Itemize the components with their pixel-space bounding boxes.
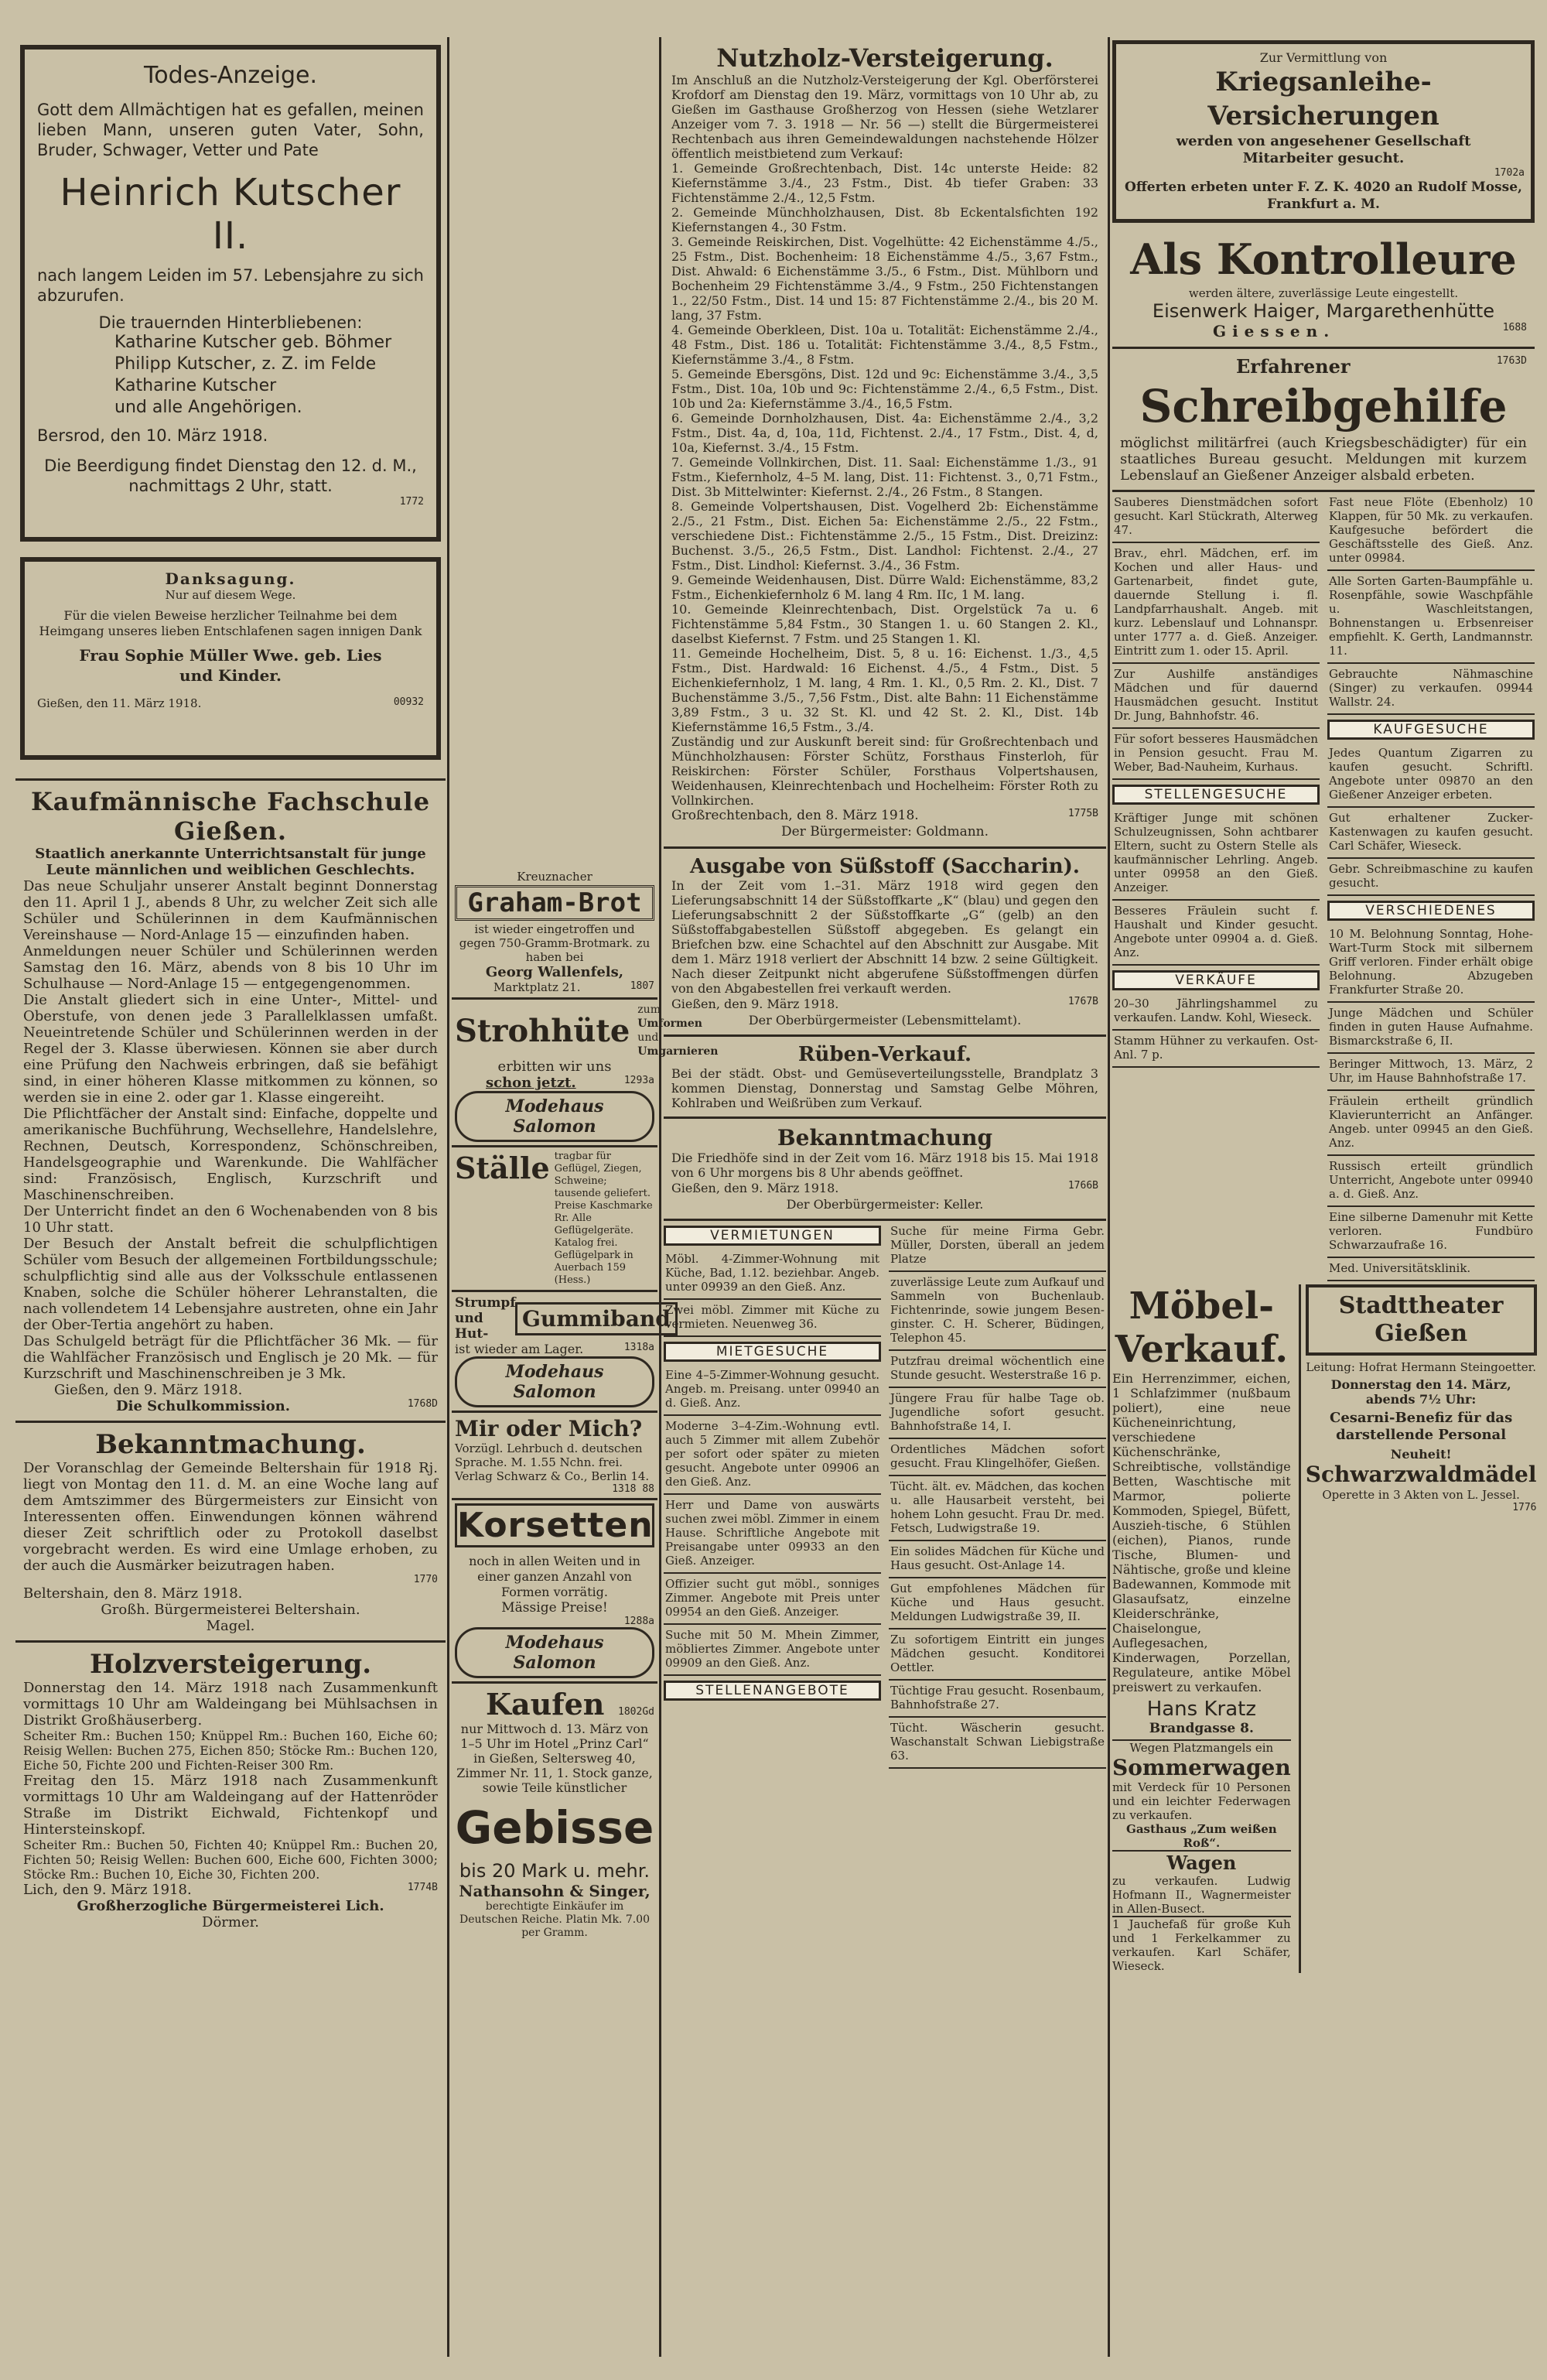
col4-bottom bbox=[1112, 1284, 1535, 1973]
auction-item: 8. Gemeinde Volpertshausen, Dist. Vogelherd 2b: Eichenstämme 2./5., 21 Fstm., Dist. Eichen 5a: Eichenstämme 2./5., 22 Fstm., verschiedene Dist.: Fichtenstämme 2./5., 15 Fstm., Dist. Dreizinz: Buchenst. 3./5., 26,5 Fstm., Dist. Landhol: Fichtenst. 2./4., 27 Fstm., Dist. Lindhol: Kiefernst. 3./4., 36 Fstm. bbox=[671, 499, 1098, 573]
classified-ad: Russisch erteilt gründlich Unterricht, Angebote unter 09940 a. d. Gieß. Anz. bbox=[1327, 1156, 1535, 1207]
wagon-title: Wagen bbox=[1166, 1852, 1237, 1874]
wagon-body: zu verkaufen. Ludwig Hofmann II., Wagnermeister in Allen-Busect. bbox=[1112, 1874, 1291, 1916]
cemetery-sign: Der Oberbürgermeister: Keller. bbox=[786, 1197, 984, 1212]
wood-sign: Großherzogliche Bürgermeisterei Lich. bbox=[77, 1898, 384, 1914]
nutzholz-sign: Der Bürgermeister: Goldmann. bbox=[780, 824, 989, 839]
auction-item: 4. Gemeinde Oberkleen, Dist. 10a u. Totalität: Eichenstämme 2./4., 48 Fstm., Dist. 186 u. Totalität: Fichtenstämme 3./4., 8,5 Fstm., Kiefernstämme 3./4., 8 Fstm. bbox=[671, 323, 1098, 367]
classified-ad: Zwei möbl. Zimmer mit Küche zu vermieten. Neuenweg 36. bbox=[664, 1300, 881, 1337]
ad-ref: 1770 bbox=[413, 1574, 438, 1585]
section-banner: STELLENGESUCHE bbox=[1112, 785, 1320, 805]
classified-ad: Besseres Fräulein sucht f. Haushalt und Kinder gesucht. Angebote unter 09904 a. d. Gieß. Anz. bbox=[1112, 901, 1320, 966]
controllers-ad bbox=[1112, 226, 1535, 349]
classified-ad: Eine 4–5-Zimmer-Wohnung gesucht. Angeb. m. Preisang. unter 09940 an d. Gieß. Anz. bbox=[664, 1365, 881, 1416]
cemetery-date: Gießen, den 9. März 1918. bbox=[671, 1181, 839, 1195]
theater-date: Donnerstag den 14. März, abends 7½ Uhr: bbox=[1330, 1377, 1511, 1407]
ad-ref: 1318 88 bbox=[612, 1483, 654, 1495]
column-rule bbox=[659, 37, 661, 2357]
classified-ad: Möbl. 4-Zimmer-Wohnung mit Küche, Bad, 1.12. beziehbar. Angeb. unter 09939 an den Gieß. Anz. bbox=[664, 1249, 881, 1300]
column-1 bbox=[15, 37, 446, 2357]
summer-wagon-addr: Gasthaus „Zum weißen Roß“. bbox=[1126, 1822, 1277, 1850]
wood-p1: Donnerstag den 14. März 1918 nach Zusammenkunft vormittags 10 Uhr am Waldeingang bei Mühlsachsen in Distrikt Großhäuserberg. bbox=[23, 1680, 438, 1729]
section-banner: MIETGESUCHE bbox=[664, 1342, 881, 1362]
thanks-sign: Frau Sophie Müller Wwe. geb. Lies und Kinder. bbox=[79, 646, 382, 685]
death-notice-after: nach langem Leiden im 57. Lebensjahre zu sich abzurufen. bbox=[37, 266, 424, 305]
clerk-top: Erfahrener bbox=[1236, 355, 1351, 378]
auction-item: 11. Gemeinde Hochelheim, Dist. 5, 8 u. 16: Eichenst. 1./3., 4,5 Fstm., Dist. Hardwald: 16 Eichenst. 4./5., 4 Fstm., Dist. 5 Eichenkiefernholz, 1 M. lang, 4 Rm. 1. Kl., 0,5 Rm. 2. Kl., Dist. 7 Buchenstämme 3./5., 7,56 Fstm., Dist. alte Bahn: 11 Eichenstämme 3,89 Fstm., 3 u. 32 St. Kl. und 42 St. 2. Kl., Dist. 14b Kiefernstämme 16,5 Fstm., 3./4. bbox=[671, 646, 1098, 734]
thanks-footer bbox=[37, 696, 424, 710]
classified-ad: Tüchtige Frau gesucht. Rosenbaum, Bahnhofstraße 27. bbox=[889, 1681, 1106, 1718]
auction-item: 9. Gemeinde Weidenhausen, Dist. Dürre Wald: Eichenstämme, 83,2 Fstm., Eichenkiefernholz 6 M. lang 4 Rm. IIc, 1 M. lang. bbox=[671, 573, 1098, 602]
furniture-sale bbox=[1112, 1284, 1291, 1973]
classified-ad: Für sofort besseres Hausmädchen in Pension gesucht. Frau M. Weber, Bad-Nauheim, Kurhaus. bbox=[1112, 729, 1320, 780]
saccharin-body: In der Zeit vom 1.–31. März 1918 wird gegen den Lieferungsabschnitt 14 der Süßstoffkarte „K“ (blau) und gegen den Lieferungsabschnitt 2 der Süßstoffkarte „G“ (gelb) an den Süßstoffabgabestellen Süßstoff abgegeben. Es gelangt ein Briefchen bzw. eine Schachtel auf den Abschnitt zur Ausgabe. Mit dem 1. März 1918 verliert der Abschnitt 14 bzw. 2 seine Gültigkeit. Nach dieser Zeitpunkt nicht abgerufene Süßstoffmengen dürfen von den Abgabestellen frei verkauft werden. bbox=[671, 878, 1098, 996]
staelle-body: tragbar für Geflügel, Ziegen, Schweine; tausende geliefert. Preise Kaschmarke Rr. Alle Geflügelgeräte. Katalog frei. Geflügelpark in Auerbach 159 (Hess.) bbox=[554, 1151, 653, 1286]
dentures-firm: Nathansohn & Singer, bbox=[459, 1882, 651, 1900]
wood-p2: Scheiter Rm.: Buchen 150; Knüppel Rm.: Buchen 160, Eiche 60; Reisig Wellen: Buchen 275, Eichen 850; Stöcke Rm.: Buchen 120, Eiche 50, Fichte 200 und Fichten-Reiser 300 Rm. bbox=[23, 1729, 438, 1773]
school-footer bbox=[23, 1398, 438, 1414]
mir-title: Mir oder Mich? bbox=[455, 1416, 643, 1441]
classified-ad: Fräulein ertheilt gründlich Klavierunterricht an Anfänger. Angeb. unter 09945 an den Gieß. Anz. bbox=[1327, 1091, 1535, 1156]
cemetery-notice bbox=[664, 1119, 1106, 1221]
wood-p3: Freitag den 15. März 1918 nach Zusammenkunft vormittags 10 Uhr am Waldeingang auf der Hattenröder Straße im Distrikt Eichwald, Fichtenkopf und Hintersteinskopf. bbox=[23, 1773, 438, 1838]
school-date: Gießen, den 9. März 1918. bbox=[54, 1382, 243, 1398]
graham-seller: Georg Wallenfels, bbox=[485, 964, 624, 980]
kaufen-body: nur Mittwoch d. 13. März von 1–5 Uhr im Hotel „Prinz Carl“ in Gießen, Seltersweg 40, Zimmer Nr. 11, 1. Stock ganze, sowie Teile künstlicher bbox=[456, 1722, 653, 1795]
classified-ad: Gebrauchte Nähmaschine (Singer) zu verkaufen. 09944 Wallstr. 24. bbox=[1327, 664, 1535, 715]
nutzholz-outro: Zuständig und zur Auskunft bereit sind: für Großrechtenbach und Münchholzhausen: Förster Schütz, Forsthaus Finsterloh, für Reiskirchen: Förster Schüler, Forsthaus Volpertshausen, Weidenhausen, Kleinrechtenbach und Hochelheim: Förster Roth zu Vollnkirchen. bbox=[671, 734, 1098, 808]
classified-ad: Gebr. Schreibmaschine zu kaufen gesucht. bbox=[1327, 859, 1535, 896]
theater-foot: Operette in 3 Akten von L. Jessel. bbox=[1322, 1488, 1520, 1502]
furniture-body: Ein Herrenzimmer, eichen, 1 Schlafzimmer (nußbaum poliert), eine neue Kücheneinrichtung, verschiedene Küchenschränke, Schreibtische, vollständige Betten, Waschtische mit Marmor, polierte Kommoden, Spiegel, Büfett, Auszieh-tische, 6 Stühlen (eichen), Pianos, runde Tische, Blumen- und Nähtische, große und kleine Badewannen, Kommode mit Glasaufsatz, einzelne Kleiderschränke, Chaiselongue, Auflegesachen, Kinderwagen, Porzellan, Regulateure, antike Möbel preiswert zu verkaufen. bbox=[1112, 1371, 1291, 1694]
ad-ref: 1776 bbox=[1512, 1502, 1537, 1513]
clerk-body: möglichst militärfrei (auch Kriegsbeschädigter) für ein staatliches Bureau gesucht. Meldungen mit kurzem Lebenslauf an Gießener Anzeiger alsbald erbeten. bbox=[1120, 435, 1527, 484]
graham-name: Graham-Brot bbox=[455, 885, 654, 921]
brand-logo bbox=[455, 1356, 654, 1407]
mourner: und alle Angehörigen. bbox=[114, 398, 302, 417]
column-3 bbox=[664, 37, 1106, 2357]
school-p4: Die Pflichtfächer der Anstalt sind: Einfache, doppelte und amerikanische Buchführung, Wechsellehre, Handelslehre, Rechnen, Deutsch, Korrespondenz, Schönschreiben, Handelsgeographie und Warenkunde. Die Wahlfächer sind: Französisch, Englisch, Kurzschrift und Maschinenschreiben. bbox=[23, 1106, 438, 1203]
ad-ref: 1293a bbox=[623, 1075, 654, 1086]
nutzholz-date: Großrechtenbach, den 8. März 1918. bbox=[671, 808, 919, 823]
school-sign: Die Schulkommission. bbox=[116, 1398, 291, 1414]
theater-ad bbox=[1299, 1284, 1537, 1973]
thanks-body: Für die vielen Beweise herzlicher Teilnahme bei dem Heimgang unseres lieben Entschlafenen sagen innigen Dank bbox=[39, 608, 422, 638]
school-p2: Anmeldungen neuer Schüler und Schülerinnen werden Samstag den 16. März, abends von 8 bis 10 Uhr im Schulhause — Nord-Anlage 15 — entgegengenommen. bbox=[23, 943, 438, 992]
barrel-body: 1 Jauchefaß für große Kuh und 1 Ferkelkammer zu verkaufen. Karl Schäfer, Wieseck. bbox=[1112, 1917, 1291, 1973]
saccharin-sign: Der Oberbürgermeister (Lebensmittelamt). bbox=[748, 1013, 1022, 1028]
ad-ref: 1775B bbox=[1067, 808, 1098, 819]
theater-new: Neuheit! bbox=[1390, 1447, 1452, 1462]
ad-ref: 1766B bbox=[1067, 1180, 1098, 1192]
brand-name: Modehaus Salomon bbox=[455, 1091, 654, 1142]
column-4 bbox=[1112, 37, 1535, 2357]
death-notice-body: Gott dem Allmächtigen hat es gefallen, meinen lieben Mann, unseren guten Vater, Sohn, Bruder, Schwager, Vetter und Pate bbox=[37, 101, 424, 159]
graham-top: Kreuznacher bbox=[517, 870, 593, 884]
straw-title: Strohhüte bbox=[455, 1012, 630, 1049]
dentures-title: Gebisse bbox=[455, 1801, 654, 1854]
saccharin-date: Gießen, den 9. März 1918. bbox=[671, 997, 839, 1011]
straw-r1: zum bbox=[637, 1004, 661, 1016]
war-bond-ad bbox=[1112, 40, 1535, 223]
straw-body: erbitten wir uns bbox=[497, 1058, 612, 1075]
column-rule bbox=[447, 37, 449, 2357]
mourners-label: Die trauernden Hinterbliebenen: bbox=[98, 313, 363, 332]
classified-ad: Jedes Quantum Zigarren zu kaufen gesucht. Schriftl. Angebote unter 09870 an den Gießener Anzeiger erbeten. bbox=[1327, 743, 1535, 808]
announcement-title: Bekanntmachung. bbox=[95, 1429, 366, 1460]
thanks-title: Danksagung. bbox=[165, 569, 296, 588]
theater-event: Cesarni-Benefiz für das darstellende Personal bbox=[1330, 1410, 1513, 1443]
classifieds-col3 bbox=[664, 1221, 1106, 1769]
deceased-name: Heinrich Kutscher II. bbox=[60, 171, 401, 258]
theater-lead: Leitung: Hofrat Hermann Steingoetter. bbox=[1306, 1360, 1536, 1374]
wagon-ad bbox=[1112, 1850, 1291, 1916]
auction-item: 2. Gemeinde Münchholzhausen, Dist. 8b Eckentalsfichten 192 Kiefernstangen 4., 30 Fstm. bbox=[671, 205, 1098, 234]
section-banner: STELLENANGEBOTE bbox=[664, 1681, 881, 1701]
cemetery-title: Bekanntmachung bbox=[777, 1125, 993, 1151]
school-p7: Das Schulgeld beträgt für die Pflichtfächer 36 Mk. — für die Wahlfächer Französisch und Englisch je 20 Mk. — für Kurzschrift und Maschinenschreiben je 3 Mk. bbox=[23, 1333, 438, 1382]
auction-item: 10. Gemeinde Kleinrechtenbach, Dist. Orgelstück 7a u. 6 Fichtenstämme 5,84 Fstm., 30 Stangen 1. u. 60 Stangen 2. Kl., daselbst Kiefernst. 7 Fstm. und 25 Stangen 1. Kl. bbox=[671, 602, 1098, 646]
classifieds-col4 bbox=[1112, 492, 1535, 1281]
graham-body: ist wieder eingetroffen und gegen 750-Gramm-Brotmark. zu haben bei bbox=[459, 922, 651, 964]
mourners-list bbox=[37, 332, 424, 419]
beet-body: Bei der städt. Obst- und Gemüseverteilungsstelle, Brandplatz 3 kommen Dienstag, Donnerstag und Samstag Gelbe Möhren, Kohlraben und Weißrüben zum Verkauf. bbox=[671, 1066, 1098, 1110]
classified-ad: Putzfrau dreimal wöchentlich eine Stunde gesucht. Westerstraße 16 p. bbox=[889, 1351, 1106, 1388]
straw-soon: schon jetzt. bbox=[486, 1075, 576, 1091]
gummiband-foot bbox=[455, 1342, 654, 1356]
ad-ref: 1774B bbox=[407, 1882, 438, 1893]
announcement-sign: Großh. Bürgermeisterei Beltershain. bbox=[101, 1602, 360, 1618]
classified-ad: Kräftiger Junge mit schönen Schulzeugnissen, Sohn achtbarer Eltern, sucht zu Ostern Stelle als kaufmännischer Lehrling. Angeb. unter 09958 an den Gieß. Anzeiger. bbox=[1112, 808, 1320, 901]
auction-item: 3. Gemeinde Reiskirchen, Dist. Vogelhütte: 42 Eichenstämme 4./5., 25 Fstm., Dist. Bochenheim: 18 Eichenstämme 4./5., 3,67 Fstm., Dist. Ahwald: 6 Eichenstämme 3./5., 6 Fstm., Dist. Mühlborn und Bochenheim 29 Fichtenstämme 3./4., 9 Fstm., 250 Fichtenstangen 1., 22/50 Fstm., Dist. 14 und 15: 87 Fichtenstämme 2./4., bis 20 M. lang, 37 Fstm. bbox=[671, 234, 1098, 323]
section-banner: KAUFGESUCHE bbox=[1327, 720, 1535, 740]
wood-date: Lich, den 9. März 1918. bbox=[23, 1882, 192, 1898]
wood-title: Holzversteigerung. bbox=[89, 1649, 372, 1680]
ad-ref: 1702a bbox=[1494, 167, 1525, 179]
classified-ad: Stamm Hühner zu verkaufen. Ost-Anl. 7 p. bbox=[1112, 1031, 1320, 1068]
straw-r2: Umformen bbox=[637, 1017, 702, 1030]
ad-ref: 1807 bbox=[630, 980, 654, 992]
wood-sign-name: Dörmer. bbox=[202, 1914, 259, 1930]
classified-ad: Ordentliches Mädchen sofort gesucht. Frau Klingelhöfer, Gießen. bbox=[889, 1439, 1106, 1476]
classified-ad: Zu sofortigem Eintritt ein junges Mädchen gesucht. Konditorei Oettler. bbox=[889, 1629, 1106, 1681]
classified-ad: Suche für meine Firma Gebr. Müller, Dorsten, überall an jedem Platze bbox=[889, 1221, 1106, 1272]
war-bond-offer: Offerten erbeten unter F. Z. K. 4020 an Rudolf Mosse, Frankfurt a. M. bbox=[1125, 180, 1522, 212]
section-banner: VERKÄUFE bbox=[1112, 970, 1320, 990]
classified-ad: Moderne 3–4-Zim.-Wohnung evtl. auch 5 Zimmer mit allem Zubehör per sofort oder später zu mieten gesucht. Angebote unter 09906 an den Gieß. Anz. bbox=[664, 1416, 881, 1495]
saccharin-footer bbox=[671, 996, 1098, 1012]
furniture-seller: Hans Kratz bbox=[1146, 1698, 1256, 1721]
ad-ref: 1772 bbox=[399, 496, 424, 508]
classifieds-right bbox=[889, 1221, 1106, 1769]
controllers-footer bbox=[1120, 322, 1527, 340]
kaufen-head bbox=[455, 1687, 654, 1722]
corset-ad bbox=[452, 1500, 657, 1684]
saccharin-title: Ausgabe von Süßstoff (Saccharin). bbox=[690, 855, 1080, 878]
clerk-title: Schreibgehilfe bbox=[1139, 380, 1508, 433]
mourner: Philipp Kutscher, z. Z. im Felde bbox=[114, 354, 377, 374]
nutzholz-intro: Im Anschluß an die Nutzholz-Versteigerung der Kgl. Oberförsterei Krofdorf am Dienstag den 19. März, vormittags von 10 Uhr ab, zu Gießen im Gasthause Großherzog von Hessen (siehe Wetzlarer Anzeiger vom 7. 3. 1918 — Nr. 56 —) stellt die Bürgermeisterei Rechtenbach aus ihren Gemeindewaldungen nachstehende Hölzer öffentlich meistbietend zum Verkauf: bbox=[671, 73, 1098, 161]
classified-ad: 10 M. Belohnung Sonntag, Hohe-Wart-Turm Stock mit silbernem Griff verloren. Finder erhält obige Belohnung. Abzugeben Frankfurter Straße 20. bbox=[1327, 924, 1535, 1003]
classified-ad: Tücht. ält. ev. Mädchen, das kochen u. alle Hausarbeit versteht, bei hohem Lohn gesucht. Frau Dr. med. Fetsch, Ludwigstraße 19. bbox=[889, 1476, 1106, 1541]
classified-ad: Med. Universitätsklinik. bbox=[1327, 1258, 1535, 1281]
school-p5: Der Unterricht findet an den 6 Wochenabenden von 8 bis 10 Uhr statt. bbox=[23, 1203, 438, 1236]
wood-p4: Scheiter Rm.: Buchen 50, Fichten 40; Knüppel Rm.: Buchen 20, Fichten 50; Reisig Wellen: Buchen 600, Eiche 600, Fichten 3000; Stöcke Rm.: Buchen 10, Eiche 30, Fichten 200. bbox=[23, 1838, 438, 1882]
nutzholz-items bbox=[671, 161, 1098, 734]
classified-ad: Zur Aushilfe anständiges Mädchen und für dauernd Hausmädchen gesucht. Institut Dr. Jung, Bahnhofstr. 46. bbox=[1112, 664, 1320, 729]
classified-ad: Tücht. Wäscherin gesucht. Waschanstalt Schwan Liebigstraße 63. bbox=[889, 1718, 1106, 1769]
classified-ad: Gut erhaltener Zucker-Kastenwagen zu kaufen gesucht. Carl Schäfer, Wieseck. bbox=[1327, 808, 1535, 859]
classified-ad: Gut empfohlenes Mädchen für Küche und Haus gesucht. Meldungen Ludwigstraße 39, II. bbox=[889, 1578, 1106, 1629]
dentures-price: bis 20 Mark u. mehr. bbox=[459, 1860, 651, 1882]
auction-item: 1. Gemeinde Großrechtenbach, Dist. 14c unterste Heide: 82 Kiefernstämme 3./4., 23 Fstm., Dist. 4b tiefer Graben: 33 Fichtenstämme 2./4., 12,5 Fstm. bbox=[671, 161, 1098, 205]
funeral-info: Die Beerdigung findet Dienstag den 12. d. M., nachmittags 2 Uhr, statt. bbox=[44, 457, 417, 495]
death-notice bbox=[20, 45, 441, 542]
column-rule bbox=[1108, 37, 1110, 2357]
ad-ref: 1802Gd bbox=[618, 1706, 654, 1718]
theater-show: Schwarzwaldmädel bbox=[1305, 1462, 1537, 1487]
brand-name: Modehaus Salomon bbox=[455, 1627, 654, 1678]
theater-title: Stadttheater Gießen bbox=[1306, 1284, 1537, 1356]
gummiband-title: Gummiband bbox=[515, 1302, 678, 1335]
classified-ad: Suche mit 50 M. Mhein Zimmer, möbliertes Zimmer. Angebote unter 09909 an den Gieß. Anz. bbox=[664, 1625, 881, 1676]
auction-item: 6. Gemeinde Dornholzhausen, Dist. 4a: Eichenstämme 2./4., 3,2 Fstm., Dist. 4a, d, 10a, 11d, Fichtenst. 2./4., 17 Fstm., Dist. 4, d, 10a, Kiefernst. 3./4., 15 Fstm. bbox=[671, 411, 1098, 455]
furniture-addr: Brandgasse 8. bbox=[1149, 1721, 1254, 1736]
classified-ad: Fast neue Flöte (Ebenholz) 10 Klappen, für 50 Mk. zu verkaufen. Kaufgesuche befördert die Geschäftsstelle des Gieß. Anz. unter 09984. bbox=[1327, 492, 1535, 571]
straw-footer bbox=[455, 1075, 654, 1091]
beet-sale bbox=[664, 1037, 1106, 1119]
beet-title: Rüben-Verkauf. bbox=[797, 1043, 972, 1066]
straw-hat-ad bbox=[452, 1000, 719, 1147]
staelle-title: Ställe bbox=[455, 1151, 550, 1185]
corset-price: Mässige Preise! bbox=[501, 1600, 608, 1616]
classified-ad: Junge Mädchen und Schüler finden in guten Hause Aufnahme. Bismarckstraße 6, II. bbox=[1327, 1003, 1535, 1054]
barrel-ad bbox=[1112, 1916, 1291, 1973]
cemetery-body: Die Friedhöfe sind in der Zeit vom 16. März 1918 bis 15. Mai 1918 von 6 Uhr morgens bis 8 Uhr abends geöffnet. bbox=[671, 1151, 1098, 1180]
death-notice-place-date: Bersrod, den 10. März 1918. bbox=[37, 426, 268, 445]
classifieds-left bbox=[664, 1221, 881, 1769]
wood-auction bbox=[15, 1643, 446, 1937]
summer-wagon-body: mit Verdeck für 10 Personen und ein leichter Federwagen zu verkaufen. bbox=[1112, 1780, 1291, 1822]
saccharin-notice bbox=[664, 849, 1106, 1037]
corset-body: noch in allen Weiten und in einer ganzen Anzahl von Formen vorrätig. bbox=[469, 1554, 640, 1599]
staelle-ad bbox=[452, 1147, 657, 1292]
classified-ad: 20–30 Jährlingshammel zu verkaufen. Landw. Kohl, Wieseck. bbox=[1112, 993, 1320, 1031]
straw-r3: und bbox=[637, 1031, 659, 1044]
gummiband-ad bbox=[452, 1292, 671, 1413]
section-banner: VERMIETUNGEN bbox=[664, 1226, 881, 1246]
school-notice bbox=[15, 778, 446, 1423]
controllers-firm: Eisenwerk Haiger, Margarethenhütte bbox=[1152, 300, 1495, 322]
thanks-sub: Nur auf diesem Wege. bbox=[165, 588, 296, 602]
mourner: Katharine Kutscher bbox=[114, 376, 277, 395]
grammar-book-ad bbox=[452, 1413, 657, 1500]
school-p6: Der Besuch der Anstalt befreit die schulpflichtigen Schüler vom Besuch der allgemeinen Fortbildungsschule; schulpflichtig sind alle aus der Volksschule entlassenen Knaben, solche die Schüler höherer Lehranstalten, die nach vollendetem 14 Lebensjahre austreten, ohne ein Jahr der Ober-Tertia angehört zu haben. bbox=[23, 1236, 438, 1333]
classified-ad: Ein solides Mädchen für Küche und Haus gesucht. Ost-Anlage 14. bbox=[889, 1541, 1106, 1578]
gummiband-left: Strumpf- und Hut- bbox=[455, 1295, 521, 1342]
graham-bread-ad bbox=[452, 867, 657, 1000]
classifieds-col4-left bbox=[1112, 492, 1320, 1281]
school-sub: Staatlich anerkannte Unterrichtsanstalt für junge Leute männlichen und weiblichen Geschlechts. bbox=[35, 846, 426, 878]
school-p1: Das neue Schuljahr unserer Anstalt beginnt Donnerstag den 11. April 1 J., abends 8 Uhr, zu welcher Zeit sich alle Schüler und Schülerinnen in dem Kaufmännischen Vereinshause — Nord-Anlage 15 — einzufinden haben. bbox=[23, 878, 438, 943]
summer-wagon-title: Sommerwagen bbox=[1112, 1755, 1291, 1780]
war-bond-title: Kriegsanleihe-Versicherungen bbox=[1207, 67, 1439, 132]
controllers-city: Giessen. bbox=[1213, 322, 1336, 340]
cemetery-footer bbox=[671, 1180, 1098, 1196]
classified-ad: Alle Sorten Garten-Baumpfähle u. Rosenpfähle, sowie Waschpfähle u. Waschleitstangen, Bohnenstangen u. Erbsenreiser empfiehlt. K. Gerth, Landmannstr. 11. bbox=[1327, 571, 1535, 664]
school-title: Kaufmännische Fachschule Gießen. bbox=[30, 787, 431, 846]
war-bond-top: Zur Vermittlung von bbox=[1259, 50, 1388, 65]
clerk-ad bbox=[1112, 349, 1535, 492]
brand-logo bbox=[455, 1627, 654, 1678]
summer-wagon-pre: Wegen Platzmangels ein bbox=[1129, 1741, 1274, 1755]
ad-ref: 1768D bbox=[407, 1398, 438, 1410]
classified-ad: zuverlässige Leute zum Aufkauf und Sammeln von Buchenlaub. Fichtenrinde, sowie jungem Besen-ginster. C. H. Scherer, Büdingen, Telephon 45. bbox=[889, 1272, 1106, 1351]
clerk-head bbox=[1120, 355, 1527, 378]
auction-item: 7. Gemeinde Vollnkirchen, Dist. 11. Saal: Eichenstämme 1./3., 91 Fstm., Kiefernholz, 4–5 M. lang, Dist. 11: Fichtenst. 3., 0,71 Fstm., Dist. 3b Mittelwinter: Kiefernst. 2./4., 26 Fstm., 8 Stangen. bbox=[671, 455, 1098, 499]
announcement-body: Der Voranschlag der Gemeinde Beltershain für 1918 Rj. liegt von Montag den 11. d. M. an eine Woche lang auf dem Amtszimmer des Bürgermeisters zur Einsicht von Interessenten offen. Einwendungen können während dieser Zeit schriftlich oder zu Protokoll daselbst vorgebracht werden. Es wird eine Umlage erhoben, zu der auch die Ausmärker beizutragen haben. bbox=[23, 1460, 438, 1574]
brand-logo bbox=[455, 1091, 654, 1142]
ad-ref: 1688 bbox=[1502, 322, 1527, 333]
brand-name: Modehaus Salomon bbox=[455, 1356, 654, 1407]
nutzholz-auction bbox=[664, 37, 1106, 849]
classified-ad: Brav., ehrl. Mädchen, erf. im Kochen und aller Haus- und Gartenarbeit, findet gute, dauernde Stellung i. fl. Landpfarrhaushalt. Angeb. mit kurz. Lebenslauf und Lohnanspr. unter 1777 a. d. Gieß. Anzeiger. Eintritt zum 1. oder 15. April. bbox=[1112, 543, 1320, 664]
nutzholz-title: Nutzholz-Versteigerung. bbox=[716, 43, 1054, 73]
section-banner: VERSCHIEDENES bbox=[1327, 901, 1535, 921]
announcement-date: Beltershain, den 8. März 1918. bbox=[23, 1585, 243, 1602]
nutzholz-footer bbox=[671, 808, 1098, 824]
classified-ad: Offizier sucht gut möbl., sonniges Zimmer. Angebote mit Preis unter 09954 an den Gieß. Anzeiger. bbox=[664, 1574, 881, 1625]
classified-ad: Jüngere Frau für halbe Tage ob. Jugendliche sofort gesucht. Bahnhofstraße 14, I. bbox=[889, 1388, 1106, 1439]
mourner: Katharine Kutscher geb. Böhmer bbox=[114, 333, 392, 352]
classified-ad: Eine silberne Damenuhr mit Kette verloren. Fundbüro Schwarzaufraße 16. bbox=[1327, 1207, 1535, 1258]
controllers-sub: werden ältere, zuverlässige Leute eingestellt. bbox=[1188, 286, 1459, 300]
summer-wagon-ad bbox=[1112, 1739, 1291, 1850]
ad-ref: 00932 bbox=[393, 696, 424, 708]
dentures-foot: berechtigte Einkäufer im Deutschen Reiche. Platin Mk. 7.00 per Gramm. bbox=[459, 1900, 650, 1939]
classified-ad: Beringer Mittwoch, 13. März, 2 Uhr, im Hause Bahnhofstraße 17. bbox=[1327, 1054, 1535, 1091]
mir-body: Vorzügl. Lehrbuch d. deutschen Sprache. M. 1.55 Nchn. frei. Verlag Schwarz & Co., Berlin 14. bbox=[455, 1441, 650, 1483]
school-p3: Die Anstalt gliedert sich in eine Unter-, Mittel- und Oberstufe, von denen jede 3 Parallelklassen umfaßt. Neueintretende Schüler und Schülerinnen werden in der Regel der 3. Klasse überwiesen. Können sie aber durch eine Prüfung den Nachweis erbringen, daß sie befähigt sind, in einer höheren Klasse mitkommen zu können, so werden sie in eine 2. oder gar 1. Klasse eingereiht. bbox=[23, 992, 438, 1106]
ad-ref: 1767B bbox=[1067, 996, 1098, 1007]
ad-ref: 1318a bbox=[623, 1342, 654, 1353]
ad-ref: 1763D bbox=[1496, 355, 1527, 367]
classified-ad: Herr und Dame von auswärts suchen zwei möbl. Zimmer in einem Hause. Schriftliche Angebote mit Preisangabe unter 09933 an den Gieß. Anzeiger. bbox=[664, 1495, 881, 1574]
death-notice-title: Todes-Anzeige. bbox=[144, 62, 317, 89]
thanks-place: Gießen, den 11. März 1918. bbox=[37, 696, 202, 710]
auction-item: 5. Gemeinde Ebersgöns, Dist. 12d und 9c: Eichenstämme 3./4., 3,5 Fstm., Dist. 10a, 10b und 9c: Fichtenstämme 2./4., 6,5 Fstm., Dist. 10b und 2a: Kiefernstämme 3./4., 16,5 Fstm. bbox=[671, 367, 1098, 411]
kaufen-title: Kaufen bbox=[486, 1687, 605, 1722]
wood-footer bbox=[23, 1882, 438, 1898]
corset-title: Korsetten bbox=[455, 1503, 654, 1547]
column-2 bbox=[452, 867, 719, 2357]
controllers-title: Als Kontrolleure bbox=[1130, 234, 1517, 284]
gummiband-head bbox=[455, 1295, 671, 1342]
straw-r4: Umgarnieren bbox=[637, 1045, 719, 1058]
thanks-notice bbox=[20, 557, 441, 760]
graham-footer bbox=[455, 980, 654, 994]
announcement-sign-name: Magel. bbox=[206, 1618, 255, 1634]
furniture-title: Möbel-Verkauf. bbox=[1115, 1284, 1289, 1371]
classifieds-col4-right bbox=[1327, 492, 1535, 1281]
classified-ad: Sauberes Dienstmädchen sofort gesucht. Karl Stückrath, Alterweg 47. bbox=[1112, 492, 1320, 543]
dentures-ad bbox=[452, 1684, 657, 1943]
war-bond-body: werden von angesehener Gesellschaft Mitarbeiter gesucht. bbox=[1176, 133, 1471, 166]
straw-heading bbox=[455, 1003, 719, 1058]
gummiband-body: ist wieder am Lager. bbox=[455, 1342, 584, 1356]
announcement-beltershain bbox=[15, 1423, 446, 1643]
graham-addr: Marktplatz 21. bbox=[493, 980, 581, 994]
ad-ref: 1288a bbox=[623, 1616, 654, 1627]
